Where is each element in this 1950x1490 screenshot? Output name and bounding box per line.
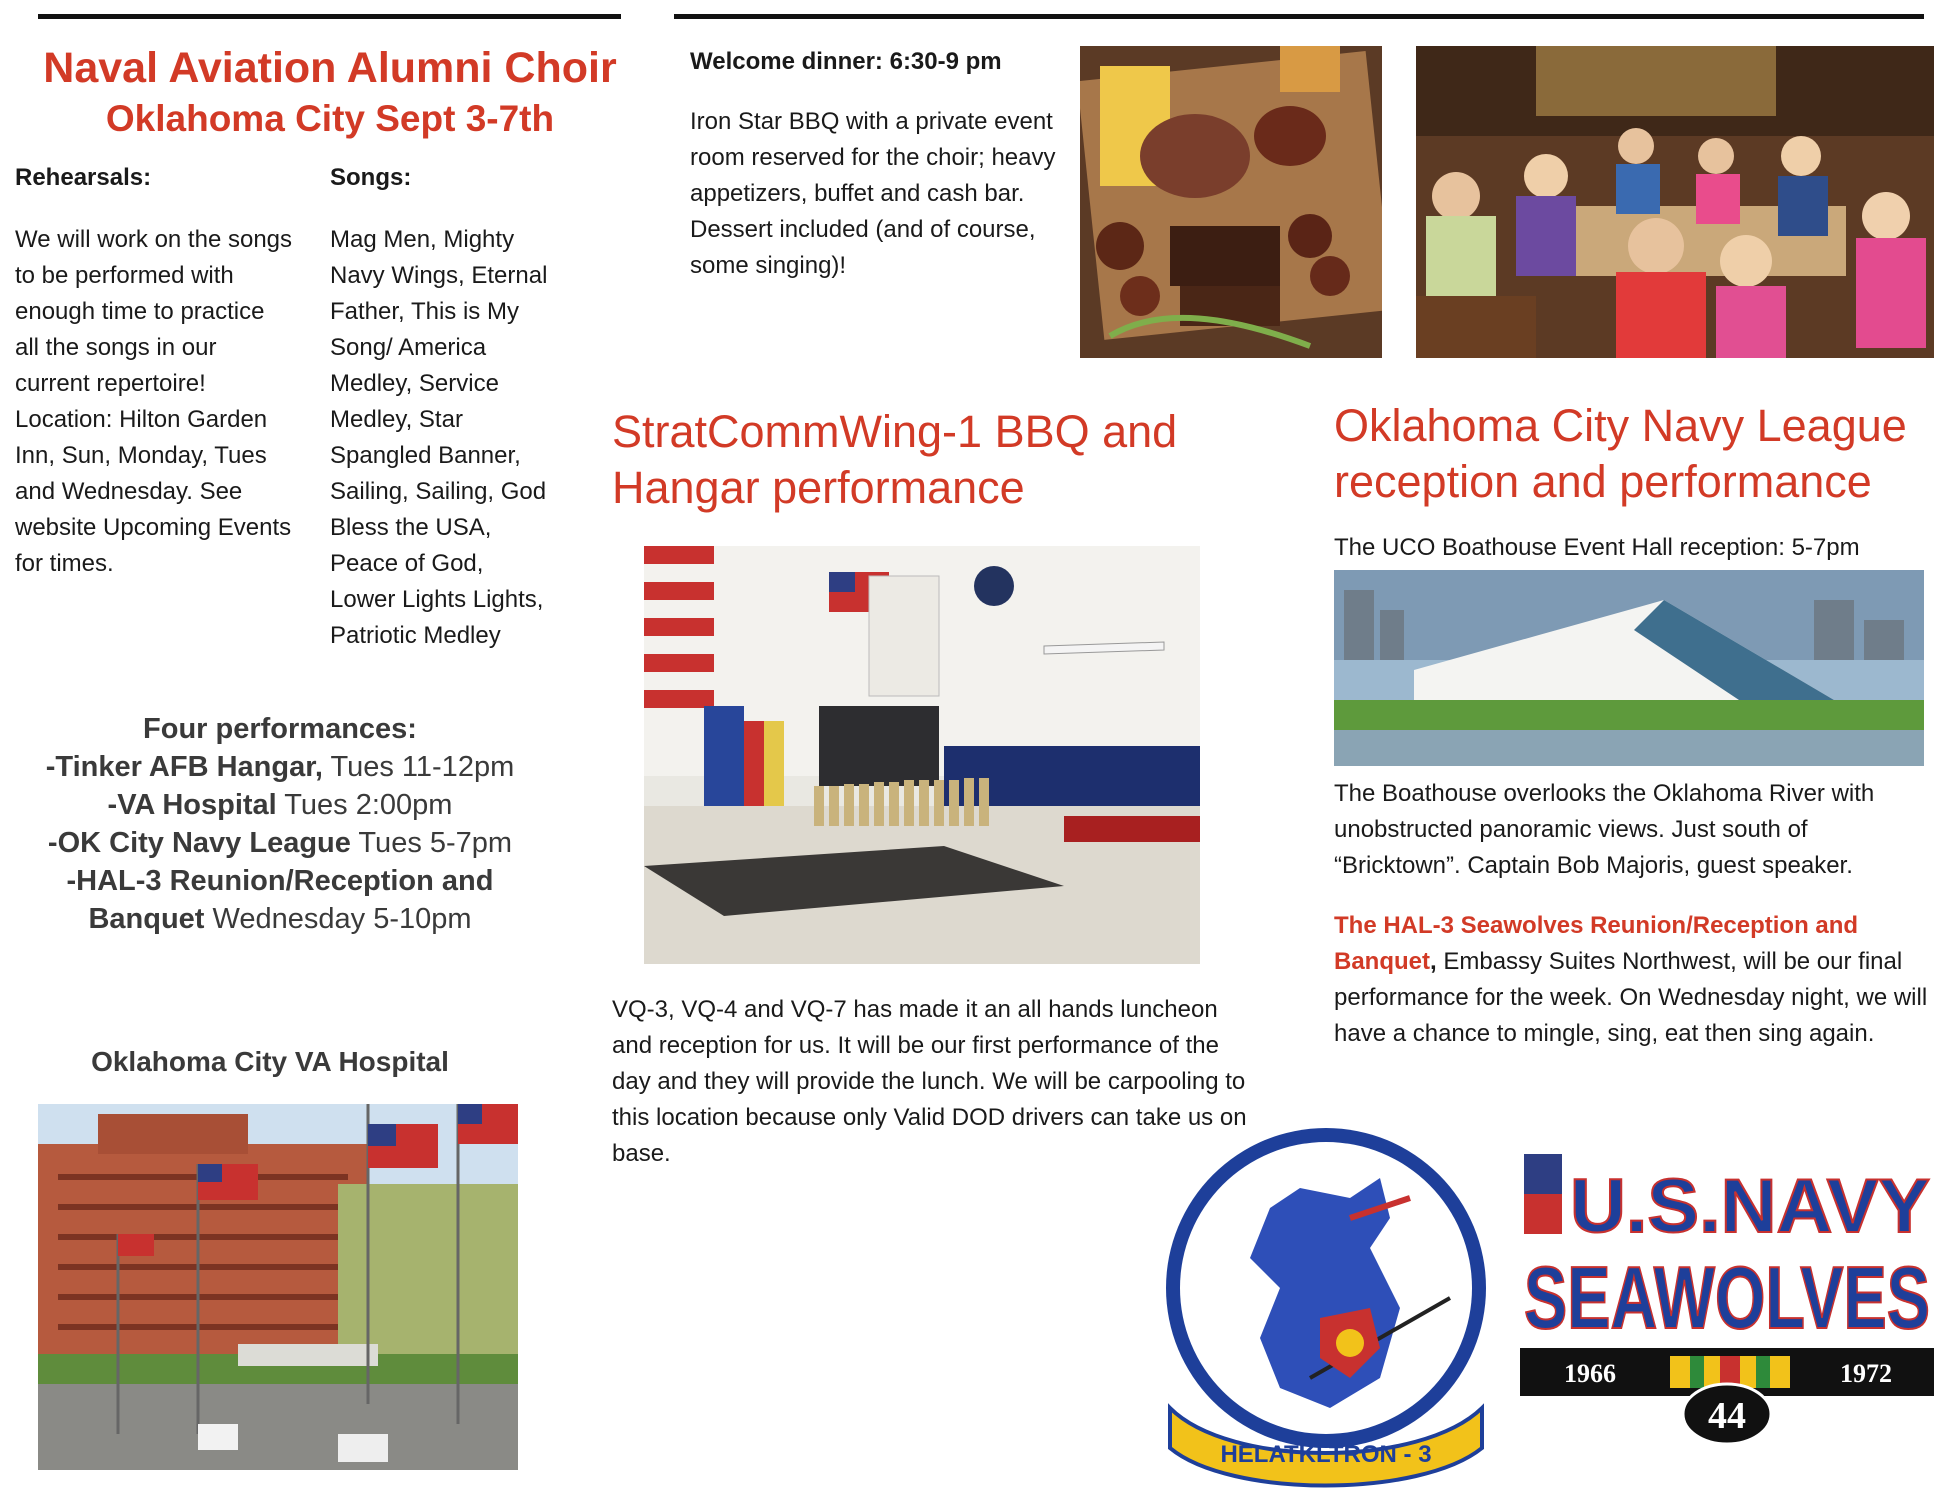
- hangar-photo: [644, 546, 1200, 964]
- welcome-dinner-label: Welcome dinner: 6:30-9 pm: [690, 48, 1002, 75]
- performance-item: Banquet Wednesday 5-10pm: [88, 903, 472, 935]
- performance-item: -Tinker AFB Hangar, Tues 11-12pm: [45, 751, 515, 783]
- us-navy-seawolves-logo: [1520, 1150, 1934, 1450]
- top-rule-right: [674, 14, 1924, 19]
- performance-item: -HAL-3 Reunion/Reception and: [66, 865, 494, 897]
- hal3-event-name: The HAL-3 Seawolves Reunion/Reception and Banquet: [1334, 912, 1859, 975]
- bbq-food-photo: [1080, 46, 1382, 358]
- navy-league-heading: Oklahoma City Navy League reception and performance: [1334, 400, 1907, 507]
- year-end: 1972: [1840, 1359, 1892, 1388]
- seawolves-line1: U.S.NAVY: [1570, 1164, 1930, 1249]
- stratcomm-text: VQ-3, VQ-4 and VQ-7 has made it an all hands luncheon and reception for us. It will be our first performance of the day and they will provide the lunch. We will be carpooling to this location because only Valid DOD drivers can take us on base.: [612, 996, 1247, 1167]
- top-rule-left: [38, 14, 621, 19]
- stratcomm-heading: StratCommWing-1 BBQ and Hangar performance: [612, 406, 1178, 513]
- boathouse-text: The Boathouse overlooks the Oklahoma River with unobstructed panoramic views. Just south of “Bricktown”. Captain Bob Majoris, guest speaker.: [1334, 780, 1875, 879]
- navy-league-reception: The UCO Boathouse Event Hall reception: 5-7pm: [1334, 534, 1860, 561]
- boathouse-photo: [1334, 570, 1924, 766]
- page-subtitle: Oklahoma City Sept 3-7th: [105, 98, 555, 139]
- page-title: Naval Aviation Alumni Choir: [43, 44, 617, 92]
- va-hospital-photo: [38, 1104, 518, 1470]
- patch-text: HELATKLTRON - 3: [1220, 1441, 1432, 1468]
- songs-text: Mag Men, Mighty Navy Wings, Eternal Father, This is My Song/ America Medley, Service Medley, Star Spangled Banner, Sailing, Sailing, God Bless the USA, Peace of God, Lower Lights Lights, Patriotic Medley: [330, 226, 548, 649]
- rehearsals-label: Rehearsals:: [15, 164, 152, 191]
- year-start: 1966: [1564, 1359, 1616, 1388]
- hal3-text: The HAL-3 Seawolves Reunion/Reception and Banquet, Embassy Suites Northwest, will be our final performance for the week. On Wednesday night, we will have a chance to mingle, sing, eat then sing again.: [1334, 912, 1928, 1047]
- performances-block: [10, 710, 550, 938]
- seawolves-line2: SEAWOLVES: [1524, 1248, 1930, 1347]
- performance-item: -OK City Navy League Tues 5-7pm: [47, 827, 513, 859]
- helatkltron-patch-logo: [1150, 1118, 1502, 1490]
- logo-number: 44: [1708, 1395, 1746, 1437]
- dining-group-photo: [1416, 46, 1934, 358]
- songs-label: Songs:: [330, 164, 412, 191]
- rehearsals-text: We will work on the songs to be performed with enough time to practice all the songs in our current repertoire! Location: Hilton Garden Inn, Sun, Monday, Tues and Wednesday. See website Upcoming Events for times.: [15, 226, 293, 577]
- welcome-dinner-text: Iron Star BBQ with a private event room reserved for the choir; heavy appetizers, buffet and cash bar. Dessert included (and of course, some singing)!: [690, 108, 1056, 279]
- performances-heading: Four performances:: [143, 713, 417, 745]
- performance-item: -VA Hospital Tues 2:00pm: [107, 789, 453, 821]
- va-hospital-caption: Oklahoma City VA Hospital: [91, 1046, 449, 1077]
